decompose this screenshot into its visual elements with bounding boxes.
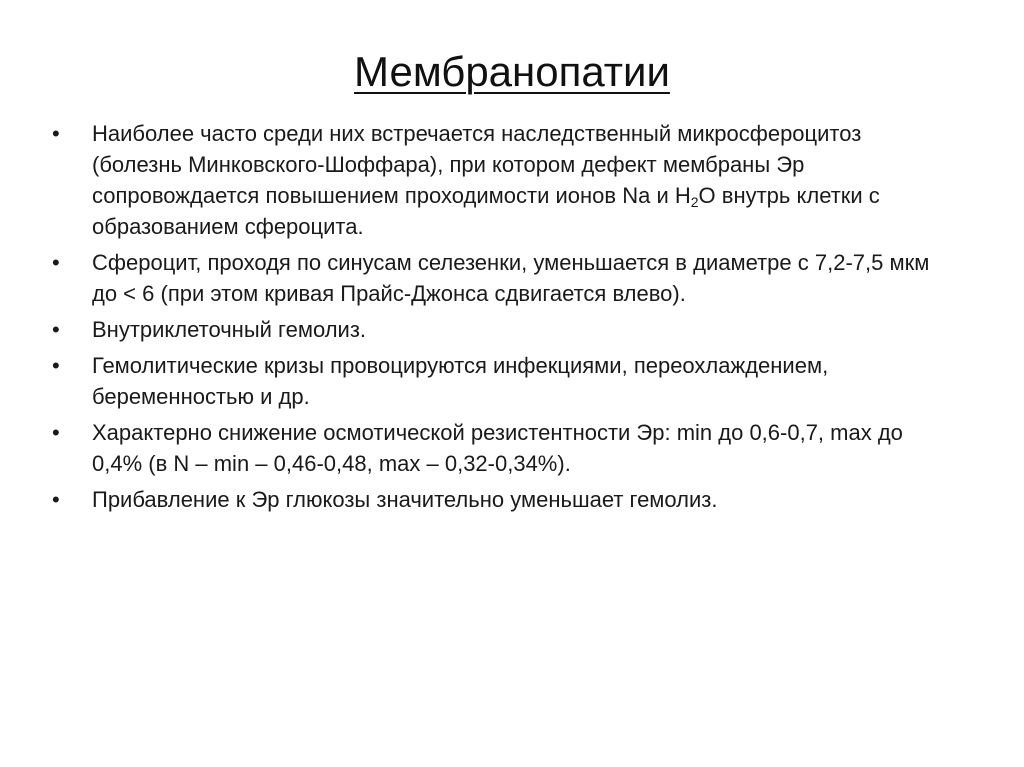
bullet-item bbox=[52, 484, 952, 515]
bullet-marker: • bbox=[52, 353, 60, 378]
slide-title: Мембранопатии bbox=[354, 48, 670, 95]
bullet-text: Гемолитические кризы провоцируются инфекциями, переохлаждением, беременностью и др. bbox=[92, 353, 829, 409]
bullet-item bbox=[52, 118, 952, 242]
subscript-text: 2 bbox=[690, 194, 699, 210]
bullet-item bbox=[52, 350, 952, 412]
bullet-marker: • bbox=[52, 487, 60, 512]
bullet-text: Прибавление к Эр глюкозы значительно уменьшает гемолиз. bbox=[92, 487, 718, 512]
bullet-item bbox=[52, 247, 952, 309]
bullet-marker: • bbox=[52, 121, 60, 146]
bullet-marker: • bbox=[52, 317, 60, 342]
bullet-text: Внутриклеточный гемолиз. bbox=[92, 317, 367, 342]
bullet-list bbox=[52, 118, 952, 520]
bullet-marker: • bbox=[52, 250, 60, 275]
bullet-item bbox=[52, 417, 952, 479]
bullet-text-part: Наиболее часто среди них встречается наследственный микросфероцитоз (болезнь Минковского-Шоффара), при котором дефект мембраны Эр сопровождается повышением проходимости ионов Na и H bbox=[92, 121, 862, 208]
bullet-item bbox=[52, 314, 952, 345]
bullet-text: Характерно снижение осмотической резистентности Эр: min до 0,6-0,7, max до 0,4% (в N – min – 0,46-0,48, max – 0,32-0,34%). bbox=[92, 420, 903, 476]
bullet-text: Сфероцит, проходя по синусам селезенки, уменьшается в диаметре с 7,2-7,5 мкм до < 6 (при этом кривая Прайс-Джонса сдвигается влево). bbox=[92, 250, 930, 306]
bullet-text-part: O внутрь клетки с образованием сфероцита. bbox=[92, 183, 880, 239]
bullet-marker: • bbox=[52, 420, 60, 445]
